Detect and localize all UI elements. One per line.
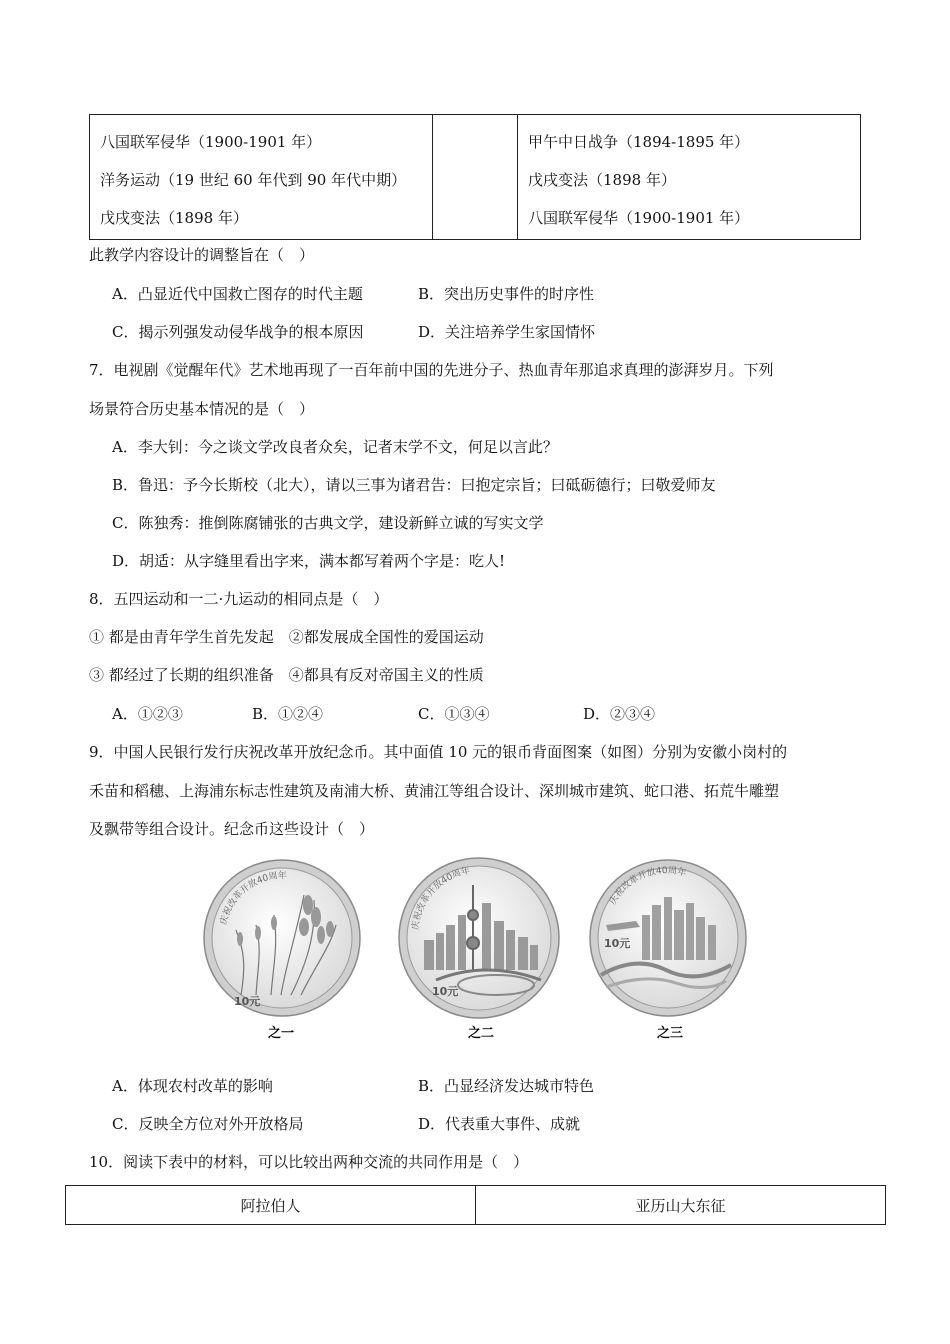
event-order-table	[89, 114, 861, 240]
table-cell-line: 戊戌变法（1898 年）	[100, 209, 248, 227]
table-cell-arrow	[433, 115, 518, 240]
q8-option-c[interactable]: C．①③④	[418, 705, 490, 723]
q8-stem: 8．五四运动和一二·九运动的相同点是（ ）	[89, 590, 389, 608]
coin-2-value: 10元	[432, 985, 459, 998]
q9-option-a[interactable]: A．体现农村改革的影响	[112, 1077, 273, 1095]
q9-stem-line1: 9．中国人民银行发行庆祝改革开放纪念币。其中面值 10 元的银币背面图案（如图）分别为安徽小岗村的	[89, 743, 788, 761]
coin-1-rice	[204, 860, 360, 1040]
coin-3-value: 10元	[604, 937, 631, 950]
table-cell-original-order	[90, 115, 433, 240]
table-cell-line: 洋务运动（19 世纪 60 年代到 90 年代中期）	[100, 171, 407, 189]
q8-option-b[interactable]: B．①②④	[252, 705, 324, 723]
q10-stem: 10．阅读下表中的材料，可以比较出两种交流的共同作用是（ ）	[89, 1153, 529, 1171]
coin-3-caption: 之三	[657, 1026, 684, 1040]
q6-stem: 此教学内容设计的调整旨在（ ）	[89, 246, 315, 264]
q9-option-d[interactable]: D．代表重大事件、成就	[418, 1115, 581, 1133]
q6-option-a[interactable]: A．凸显近代中国救亡图存的时代主题	[112, 285, 363, 303]
q8-option-a[interactable]: A．①②③	[112, 705, 183, 723]
table-cell-line: 八国联军侵华（1900-1901 年）	[100, 133, 322, 151]
coin-1-value: 10元	[234, 995, 261, 1008]
q6-option-b[interactable]: B．突出历史事件的时序性	[418, 285, 595, 303]
table-header-arabs: 阿拉伯人	[66, 1186, 476, 1225]
q7-option-a[interactable]: A．李大钊：今之谈文学改良者众矣，记者末学不文，何足以言此？	[112, 438, 558, 456]
coin-2-caption: 之二	[468, 1026, 495, 1040]
q8-option-d[interactable]: D．②③④	[583, 705, 656, 723]
coin-3-rim-text: 庆祝改革开放40周年	[607, 865, 688, 907]
q8-statements-1: ① 都是由青年学生首先发起 ②都发展成全国性的爱国运动	[89, 628, 484, 646]
table-header-alexander: 亚历山大东征	[476, 1186, 886, 1225]
coin-1-caption: 之一	[268, 1026, 295, 1040]
q9-stem-line2: 禾苗和稻穗、上海浦东标志性建筑及南浦大桥、黄浦江等组合设计、深圳城市建筑、蛇口港、拓荒牛雕塑	[89, 782, 780, 800]
q9-option-b[interactable]: B．凸显经济发达城市特色	[418, 1077, 595, 1095]
q7-option-b[interactable]: B．鲁迅：予今长斯校（北大），请以三事为诸君告：曰抱定宗旨；曰砥砺德行；曰敬爱师友	[112, 476, 716, 494]
q9-stem-line3: 及飘带等组合设计。纪念币这些设计（ ）	[89, 820, 375, 838]
q7-stem-line1: 7．电视剧《觉醒年代》艺术地再现了一百年前中国的先进分子、热血青年那追求真理的澎湃岁月。下列	[89, 361, 774, 379]
table-cell-line: 八国联军侵华（1900-1901 年）	[528, 209, 750, 227]
q6-option-c[interactable]: C．揭示列强发动侵华战争的根本原因	[112, 323, 364, 341]
comparison-table	[65, 1185, 886, 1225]
coin-1-rim-text: 庆祝改革开放40周年	[219, 871, 287, 926]
coin-2-shanghai	[399, 858, 559, 1040]
commemorative-coins-figure	[196, 855, 756, 1040]
q7-option-c[interactable]: C．陈独秀：推倒陈腐铺张的古典文学，建设新鲜立诚的写实文学	[112, 514, 544, 532]
q7-option-d[interactable]: D．胡适：从字缝里看出字来，满本都写着两个字是：吃人!	[112, 552, 506, 570]
table-cell-line: 戊戌变法（1898 年）	[528, 171, 676, 189]
q9-option-c[interactable]: C．反映全方位对外开放格局	[112, 1115, 304, 1133]
coin-3-shenzhen	[590, 860, 746, 1040]
coin-2-rim-text: 庆祝改革开放40周年	[410, 865, 472, 931]
q7-stem-line2: 场景符合历史基本情况的是（ ）	[89, 400, 315, 418]
table-cell-adjusted-order	[518, 115, 861, 240]
table-cell-line: 甲午中日战争（1894-1895 年）	[528, 133, 750, 151]
q8-statements-2: ③ 都经过了长期的组织准备 ④都具有反对帝国主义的性质	[89, 666, 484, 684]
q6-option-d[interactable]: D．关注培养学生家国情怀	[418, 323, 596, 341]
